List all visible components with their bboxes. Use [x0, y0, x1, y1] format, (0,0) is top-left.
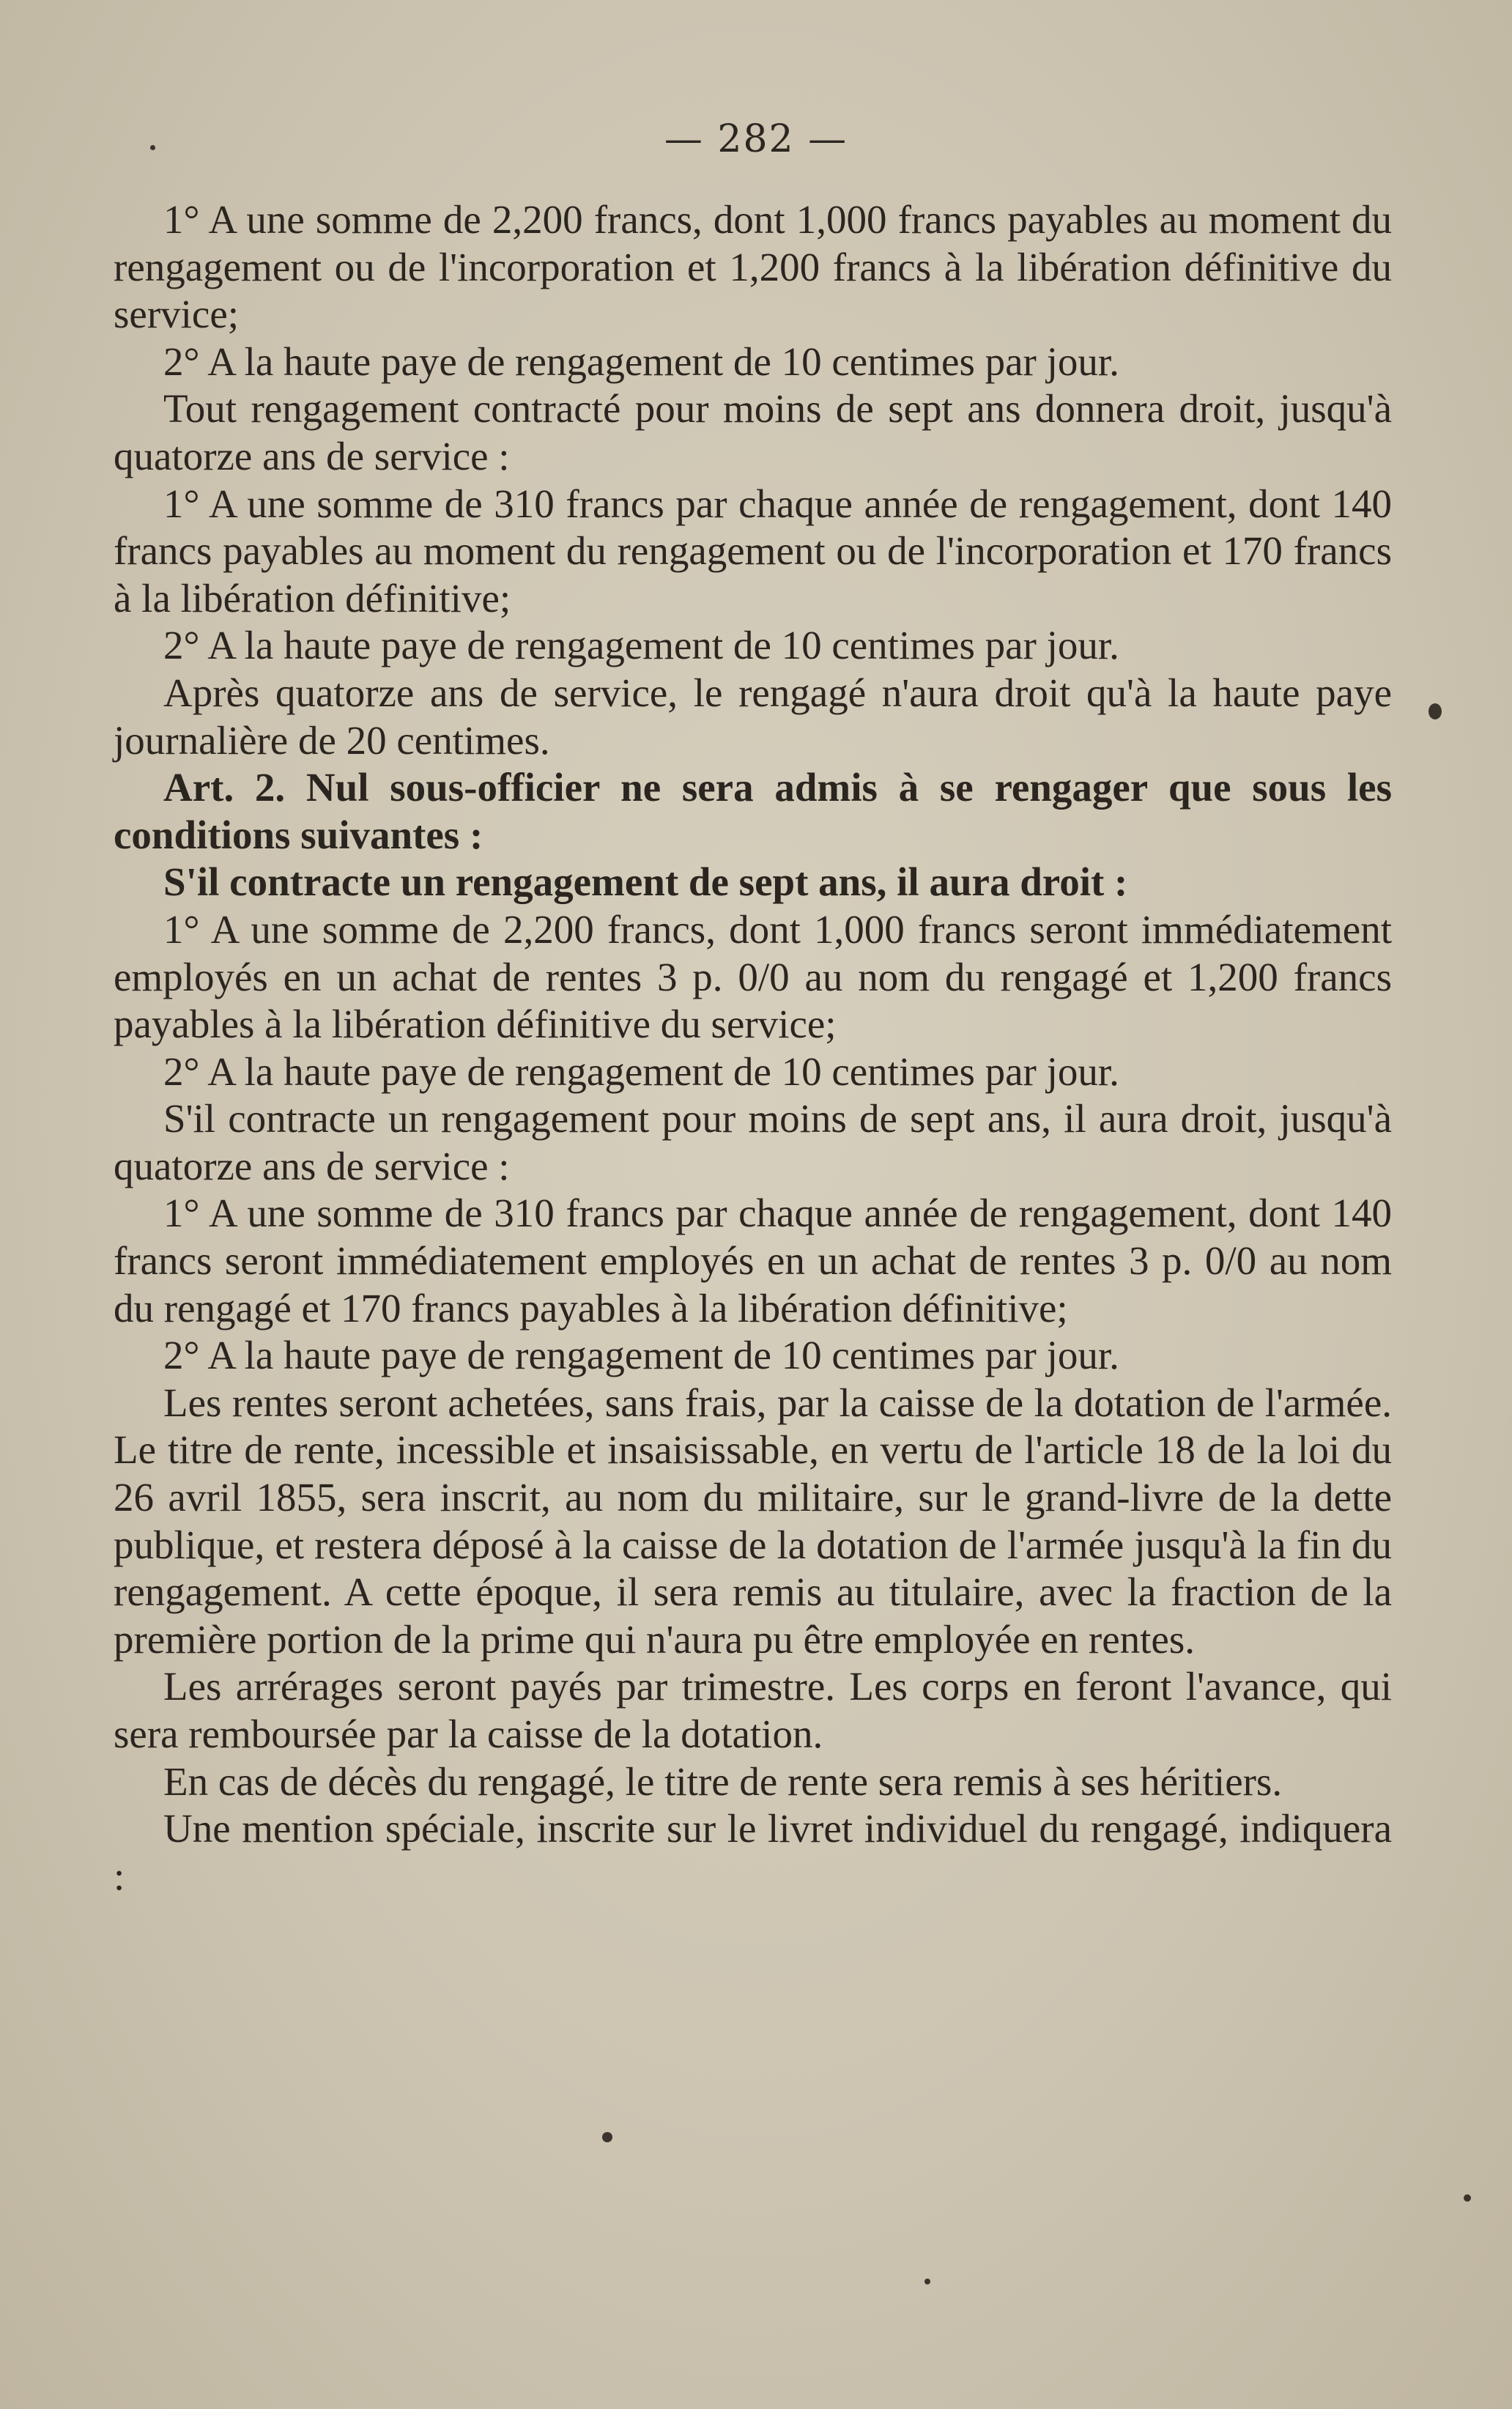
page-number: — 282 —: [664, 117, 848, 161]
paragraph: 2° A la haute paye de rengagement de 10 centimes par jour.: [163, 338, 1119, 384]
ink-speck: [1428, 703, 1442, 719]
paragraph: S'il contracte un rengagement pour moins de sept ans, il aura droit, jusqu'à quatorze ans de service :: [114, 1096, 1392, 1188]
paragraph: 1° A une somme de 310 francs par chaque année de rengagement, dont 140 francs payables au moment du rengagement ou de l'incorporation et 170 francs à la libération définitive;: [114, 481, 1392, 621]
paragraph: 2° A la haute paye de rengagement de 10 centimes par jour.: [163, 1048, 1119, 1094]
ink-speck: [150, 145, 155, 150]
paragraph: 2° A la haute paye de rengagement de 10 centimes par jour.: [163, 623, 1119, 668]
paragraph: 1° A une somme de 2,200 francs, dont 1,000 francs payables au moment du rengagement ou de l'incorporation et 1,200 francs à la libération définitive du service;: [114, 197, 1392, 337]
paragraph: 1° A une somme de 2,200 francs, dont 1,000 francs seront immédiatement employés en un achat de rentes 3 p. 0/0 au nom du rengagé et 1,200 francs payables à la libération définitive du service;: [114, 906, 1392, 1047]
paragraph: Une mention spéciale, inscrite sur le livret individuel du rengagé, indiquera :: [114, 1806, 1392, 1898]
ink-speck: [1464, 2194, 1471, 2202]
paragraph: 1° A une somme de 310 francs par chaque année de rengagement, dont 140 francs seront immédiatement employés en un achat de rentes 3 p. 0/0 au nom du rengagé et 170 francs payables à la libération définitive;: [114, 1191, 1392, 1331]
page-body-text: [114, 196, 1392, 1900]
paragraph: Art. 2. Nul sous-officier ne sera admis à se rengager que sous les conditions suivantes :: [114, 765, 1392, 857]
paragraph: Les arrérages seront payés par trimestre. Les corps en feront l'avance, qui sera remboursée par la caisse de la dotation.: [114, 1664, 1392, 1756]
ink-speck: [602, 2132, 612, 2142]
ink-speck: [924, 2279, 930, 2284]
paragraph: En cas de décès du rengagé, le titre de rente sera remis à ses héritiers.: [163, 1758, 1283, 1804]
paragraph: Les rentes seront achetées, sans frais, par la caisse de la dotation de l'armée. Le titre de rente, incessible et insaisissable, en vertu de l'article 18 de la loi du 26 avril 1855, sera inscrit, au nom du militaire, sur le grand-livre de la dette publique, et restera déposé à la caisse de la dotation de l'armée jusqu'à la fin du rengagement. A cette époque, il sera remis au titulaire, avec la fraction de la première portion de la prime qui n'aura pu être employée en rentes.: [114, 1380, 1392, 1662]
paragraph: S'il contracte un rengagement de sept ans, il aura droit :: [163, 859, 1128, 905]
paragraph: Tout rengagement contracté pour moins de sept ans donnera droit, jusqu'à quatorze ans de service :: [114, 386, 1392, 478]
paragraph: Après quatorze ans de service, le rengagé n'aura droit qu'à la haute paye journalière de 20 centimes.: [114, 670, 1392, 763]
paragraph: 2° A la haute paye de rengagement de 10 centimes par jour.: [163, 1333, 1119, 1378]
